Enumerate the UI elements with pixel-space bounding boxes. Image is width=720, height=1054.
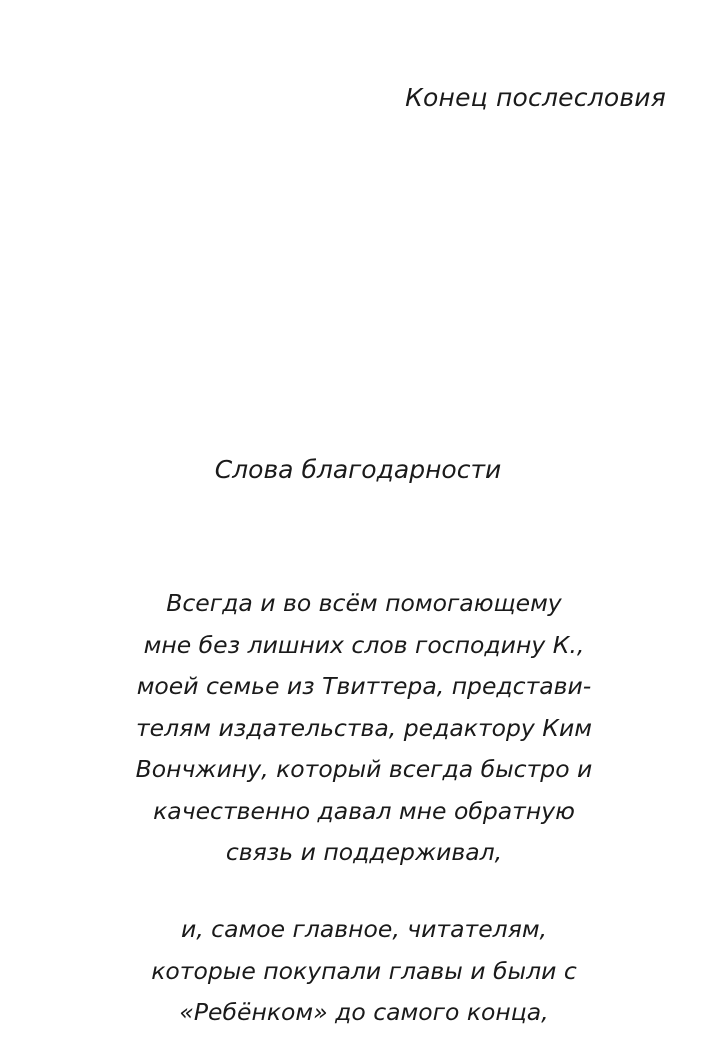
paragraph-line: телям издательства, редактору Ким bbox=[135, 713, 592, 742]
paragraph-line: «Ребёнком» до самого конца, bbox=[179, 998, 549, 1026]
paragraph-line: моей семье из Твиттера, представи- bbox=[136, 672, 592, 700]
paragraph-line: мне без лишних слов господину К., bbox=[143, 630, 585, 659]
acknowledgements-heading: Слова благодарности bbox=[214, 455, 502, 484]
paragraph-line: качественно давал мне обратную bbox=[153, 796, 575, 825]
end-of-afterword-title: Конец послесловия bbox=[405, 83, 666, 112]
paragraph-line: которые покупали главы и были с bbox=[151, 956, 577, 985]
paragraph-line: и, самое главное, читателям, bbox=[180, 915, 548, 943]
paragraph-line: Вончжину, который всегда быстро и bbox=[135, 755, 593, 783]
paragraph-line: Всегда и во всём помогающему bbox=[166, 589, 562, 617]
acknowledgements-paragraph-1 bbox=[0, 583, 720, 874]
acknowledgements-paragraph-2 bbox=[0, 909, 720, 1034]
paragraph-line: связь и поддерживал, bbox=[225, 838, 503, 866]
